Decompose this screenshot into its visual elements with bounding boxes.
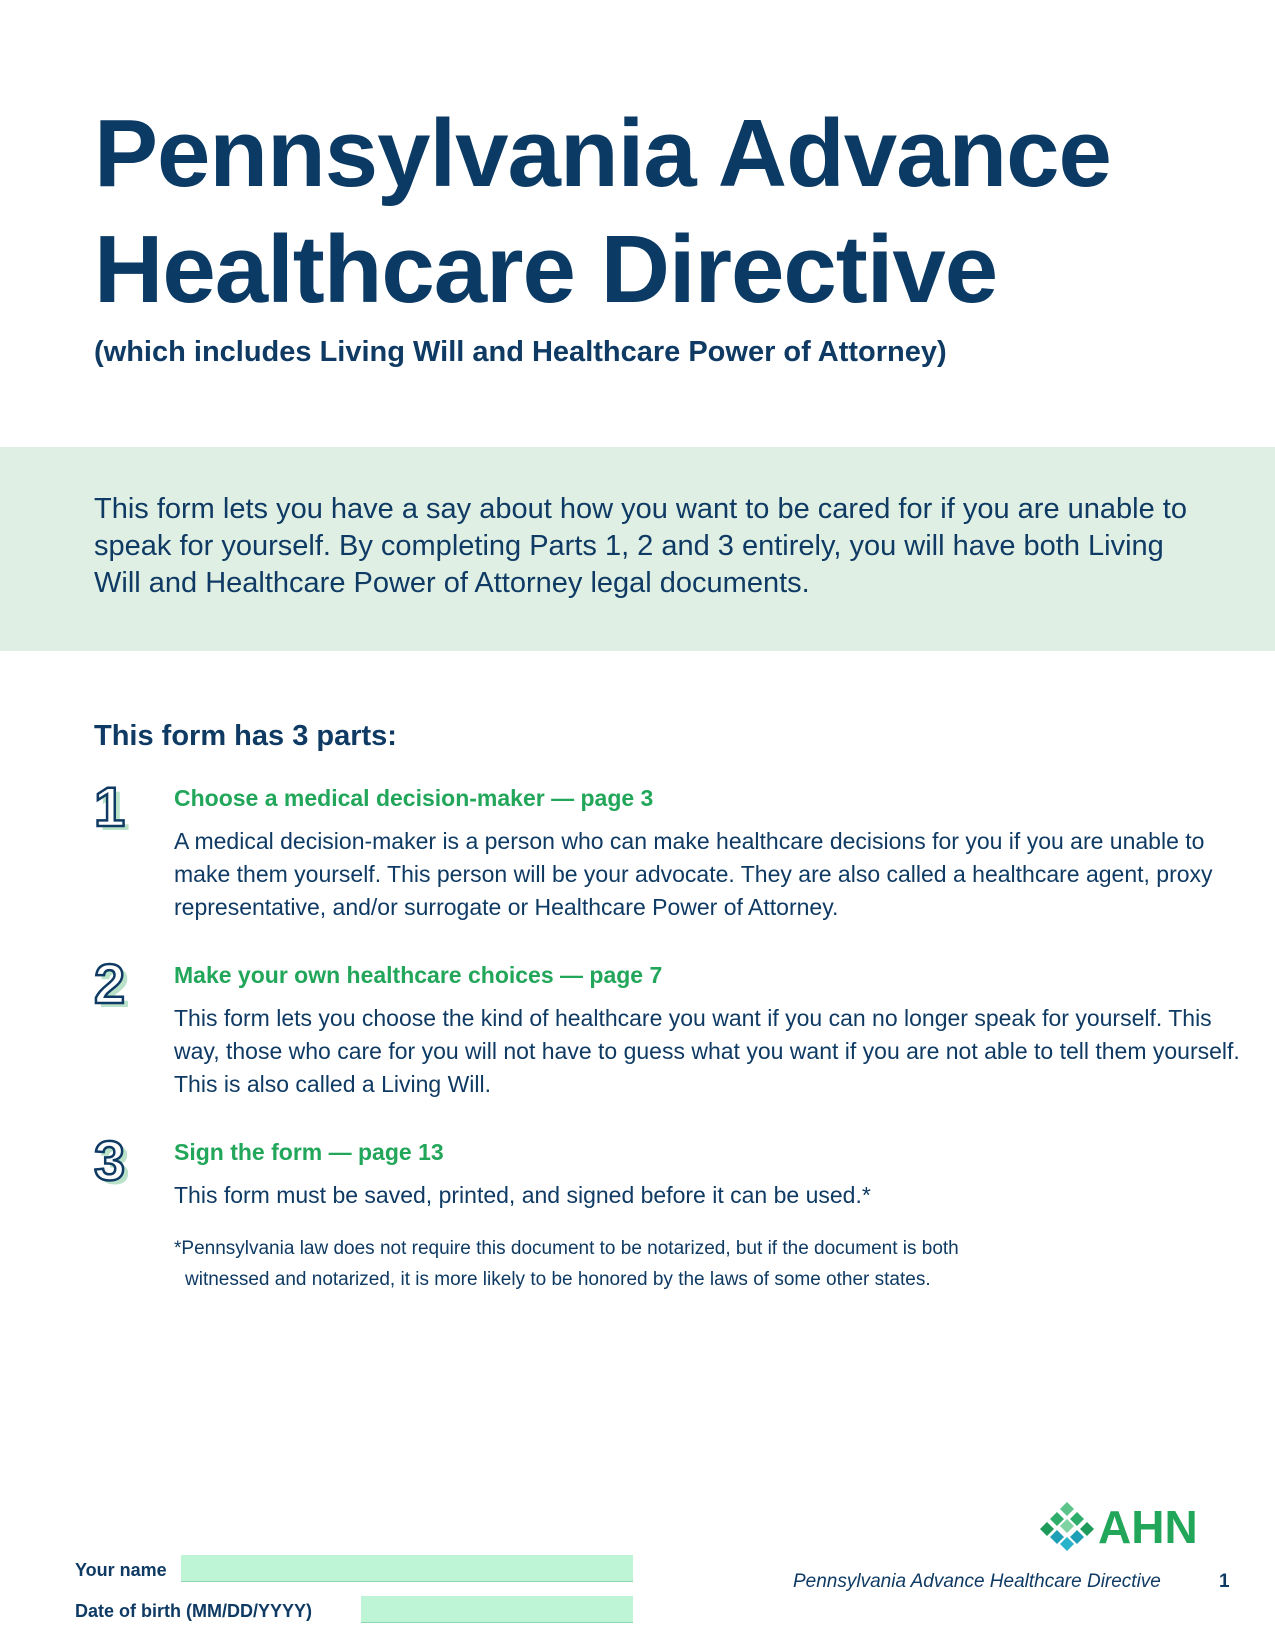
your-name-input[interactable]: [181, 1555, 633, 1582]
intro-text: This form lets you have a say about how you want to be cared for if you are unable to speak for yourself. By completing Parts 1, 2 and 3 entirely, you will have both Living Will and Healthcare Power of Attorney legal documents.: [94, 493, 1187, 599]
page-subtitle: (which includes Living Will and Healthcare Power of Attorney): [94, 336, 947, 368]
part-number-1: 1: [94, 775, 126, 838]
ahn-diamond-logo-icon: [1038, 1500, 1096, 1556]
part-title-1: Choose a medical decision-maker — page 3: [174, 785, 654, 811]
footnote: [174, 1233, 1134, 1295]
page-number: 1: [1219, 1571, 1230, 1592]
intro-band: [0, 447, 1275, 651]
date-of-birth-input[interactable]: [361, 1596, 633, 1623]
part-body-2: This form lets you choose the kind of healthcare you want if you can no longer speak for yourself. This way, those who care for you will not have to guess what you want if you are not able to tell them yourself. This is also called a Living Will.: [174, 1005, 1240, 1097]
part-body-1: A medical decision-maker is a person who can make healthcare decisions for you if you are unable to make them yourself. This person will be your advocate. They are also called a healthcare agent, proxy representative, and/or surrogate or Healthcare Power of Attorney.: [174, 828, 1213, 920]
page-title: [94, 96, 1244, 328]
part-title-2: Make your own healthcare choices — page 7: [174, 962, 663, 988]
footer-document-name: Pennsylvania Advance Healthcare Directive: [793, 1571, 1161, 1592]
part-number-3: 3: [94, 1129, 126, 1192]
parts-heading: This form has 3 parts:: [94, 720, 397, 752]
part-title-3: Sign the form — page 13: [174, 1139, 444, 1165]
part-number-2: 2: [94, 952, 126, 1015]
page-title-line-1: Pennsylvania Advance: [94, 100, 1111, 207]
footnote-line-2: witnessed and notarized, it is more likely to be honored by the laws of some other states.: [185, 1269, 931, 1290]
ahn-logo-text: AHN: [1098, 1501, 1198, 1553]
page-title-line-2: Healthcare Directive: [94, 216, 998, 323]
date-of-birth-label: Date of birth (MM/DD/YYYY): [75, 1601, 312, 1621]
your-name-label: Your name: [75, 1560, 167, 1580]
footnote-line-1: *Pennsylvania law does not require this document to be notarized, but if the document is both: [174, 1238, 959, 1259]
part-body-3: This form must be saved, printed, and signed before it can be used.*: [174, 1182, 871, 1208]
ahn-logo: [1038, 1500, 1198, 1558]
